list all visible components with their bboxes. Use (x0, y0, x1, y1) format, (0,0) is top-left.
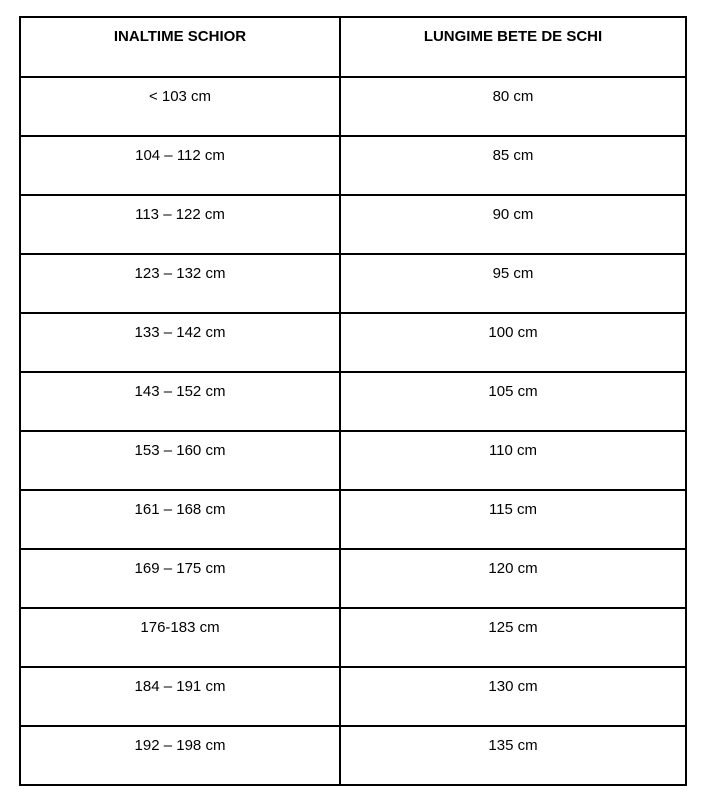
column-header-skier-height: INALTIME SCHIOR (20, 17, 340, 77)
table-row (20, 490, 686, 549)
skier-height-cell: 104 – 112 cm (20, 136, 340, 195)
table-row (20, 726, 686, 785)
skier-height-cell: 123 – 132 cm (20, 254, 340, 313)
skier-height-cell: 143 – 152 cm (20, 372, 340, 431)
table-row (20, 195, 686, 254)
pole-length-cell: 100 cm (340, 313, 686, 372)
pole-length-cell: 90 cm (340, 195, 686, 254)
skier-height-cell: 113 – 122 cm (20, 195, 340, 254)
pole-length-cell: 85 cm (340, 136, 686, 195)
pole-length-cell: 125 cm (340, 608, 686, 667)
skier-height-cell: 161 – 168 cm (20, 490, 340, 549)
table-row (20, 549, 686, 608)
pole-length-cell: 80 cm (340, 77, 686, 136)
table-row (20, 313, 686, 372)
table-row (20, 608, 686, 667)
skier-height-cell: 169 – 175 cm (20, 549, 340, 608)
pole-length-cell: 130 cm (340, 667, 686, 726)
header-row (20, 17, 686, 77)
pole-length-cell: 135 cm (340, 726, 686, 785)
table-row (20, 254, 686, 313)
pole-length-cell: 110 cm (340, 431, 686, 490)
skier-height-cell: 192 – 198 cm (20, 726, 340, 785)
table-row (20, 667, 686, 726)
table-row (20, 372, 686, 431)
skier-height-cell: 153 – 160 cm (20, 431, 340, 490)
skier-height-cell: 184 – 191 cm (20, 667, 340, 726)
skier-height-cell: < 103 cm (20, 77, 340, 136)
pole-length-cell: 120 cm (340, 549, 686, 608)
pole-length-cell: 115 cm (340, 490, 686, 549)
table-row (20, 431, 686, 490)
table-row (20, 77, 686, 136)
column-header-pole-length: LUNGIME BETE DE SCHI (340, 17, 686, 77)
pole-length-cell: 95 cm (340, 254, 686, 313)
skier-height-cell: 133 – 142 cm (20, 313, 340, 372)
pole-length-cell: 105 cm (340, 372, 686, 431)
ski-pole-size-table (19, 16, 687, 786)
table-row (20, 136, 686, 195)
skier-height-cell: 176-183 cm (20, 608, 340, 667)
